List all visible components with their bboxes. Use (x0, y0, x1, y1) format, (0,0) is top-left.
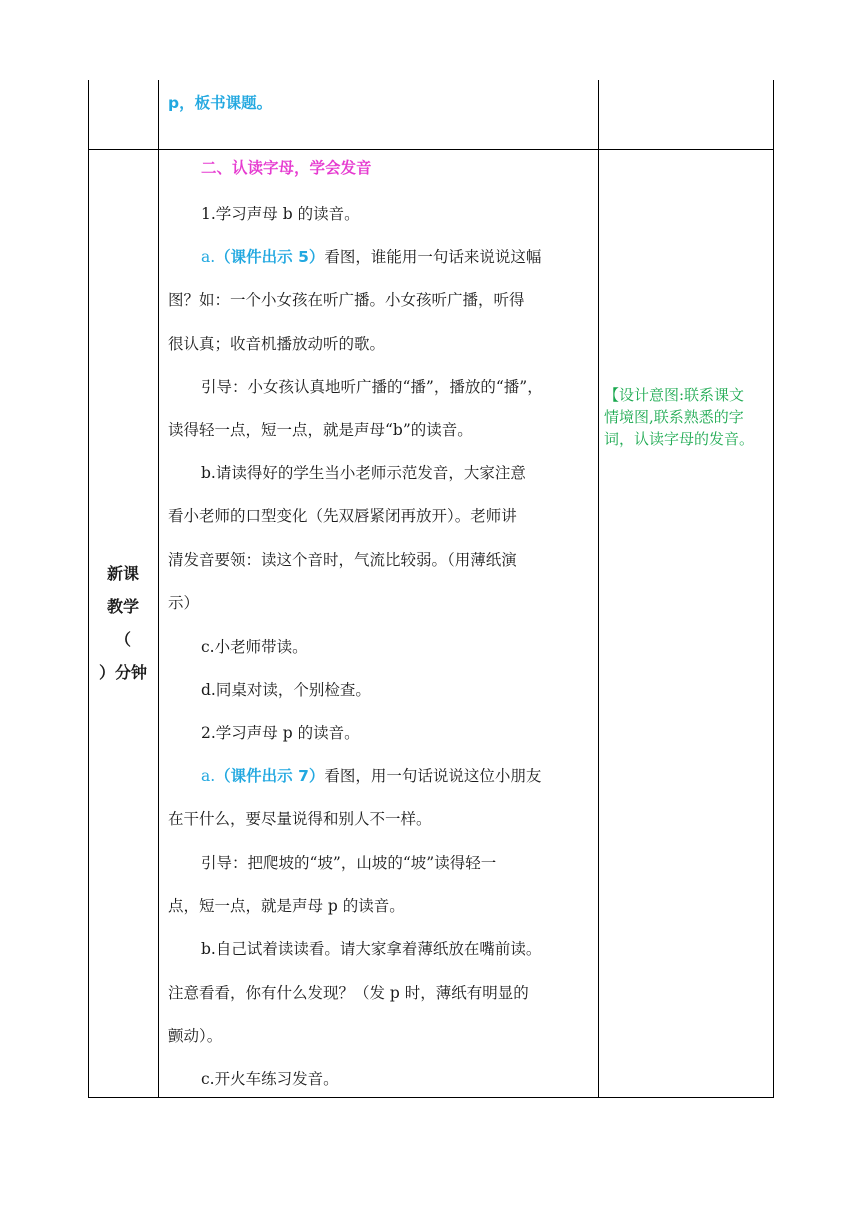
section-label-line1: 新课 (106, 564, 139, 583)
table-divider-2 (598, 80, 599, 1098)
paragraph-8-line2: 在干什么，要尽量说得和别人不一样。 (168, 810, 432, 828)
paragraph-8-text: 看图，用一句话说说这位小朋友 (324, 767, 542, 785)
paragraph-4-line4: 示） (168, 594, 200, 612)
paragraph-10-line3: 颤动）。 (168, 1027, 223, 1045)
paragraph-7: 2.学习声母 p 的读音。 (201, 724, 360, 742)
paragraph-2-prefix: a. (201, 248, 216, 266)
paragraph-10-line1: b.自己试着读读看。请大家拿着薄纸放在嘴前读。 (201, 940, 542, 958)
paragraph-4-line1: b.请读得好的学生当小老师示范发音，大家注意 (201, 464, 526, 482)
top-row-text: p，板书课题。 (168, 94, 273, 112)
design-note-line2: 情境图,联系熟悉的字 (604, 408, 744, 426)
design-note-line1: 【设计意图:联系课文 (604, 386, 745, 404)
section-label-line4: ）分钟 (98, 663, 147, 682)
table-divider-1 (158, 80, 159, 1098)
paragraph-2-text: 看图，谁能用一句话来说说这幅 (324, 248, 542, 266)
section-label-line3: （ (114, 630, 131, 649)
paragraph-4-line2: 看小老师的口型变化（先双唇紧闭再放开）。老师讲 (168, 507, 517, 525)
paragraph-10-line2: 注意看看，你有什么发现？（发 p 时，薄纸有明显的 (168, 984, 529, 1002)
table-border-right (773, 80, 774, 1098)
paragraph-9-line2: 点，短一点，就是声母 p 的读音。 (168, 897, 405, 915)
paragraph-11: c.开火车练习发音。 (201, 1070, 339, 1088)
paragraph-3-line2: 读得轻一点，短一点，就是声母“b”的读音。 (168, 421, 473, 439)
paragraph-5: c.小老师带读。 (201, 638, 308, 656)
paragraph-2-line2: 图？如：一个小女孩在听广播。小女孩听广播，听得 (168, 291, 525, 309)
paragraph-1: 1.学习声母 b 的读音。 (201, 205, 360, 223)
paragraph-6: d.同桌对读，个别检查。 (201, 681, 371, 699)
paragraph-8-prefix: a. (201, 767, 216, 785)
design-intent-note (604, 384, 772, 450)
design-note-line3: 词，认读字母的发音。 (604, 430, 755, 448)
courseware-ref-7: （课件出示 7） (215, 767, 325, 785)
paragraph-3-line1: 引导：小女孩认真地听广播的“播”，播放的“播”， (201, 378, 543, 396)
paragraph-4-line3: 清发音要领：读这个音时，气流比较弱。（用薄纸演 (168, 551, 517, 569)
section-heading: 二、认读字母，学会发音 (201, 159, 372, 177)
courseware-ref-5: （课件出示 5） (215, 248, 325, 266)
paragraph-2-line3: 很认真；收音机播放动听的歌。 (168, 335, 386, 353)
main-content (168, 0, 596, 1216)
paragraph-2-line1 (201, 246, 541, 268)
paragraph-9-line1: 引导：把爬坡的“坡”，山坡的“坡”读得轻一 (201, 854, 497, 872)
paragraph-8-line1 (201, 765, 541, 787)
section-label-line2: 教学 (106, 597, 139, 616)
table-border-left (88, 80, 89, 1098)
